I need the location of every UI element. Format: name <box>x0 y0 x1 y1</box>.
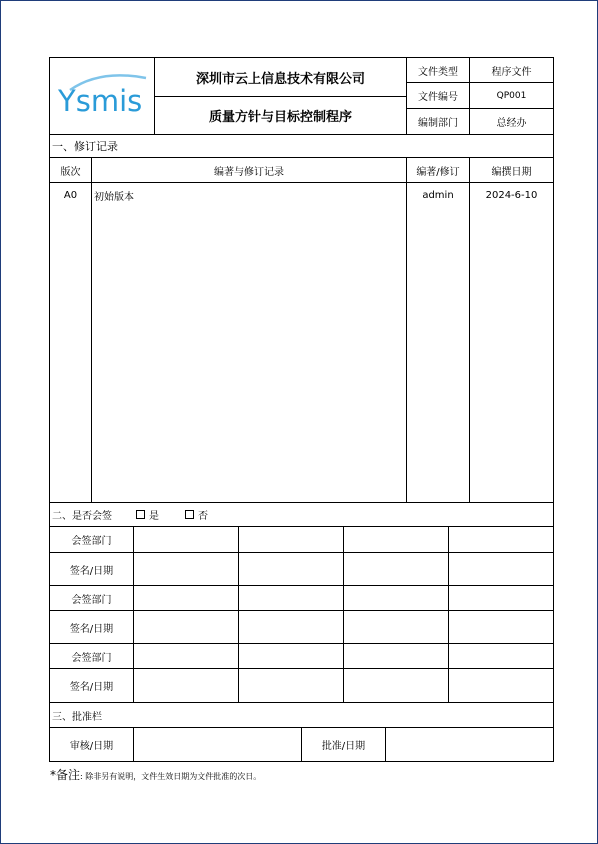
meta-label-type: 文件类型 <box>418 66 458 78</box>
countersign-header <box>50 503 450 526</box>
cs-dept-label-3: 会签部门 <box>71 652 112 664</box>
review-date-label: 审核/日期 <box>69 741 114 752</box>
meta-value-dept: 总经办 <box>496 118 527 129</box>
footer-note-text: : 除非另有说明，文件生效日期为文件批准的次日。 <box>80 772 262 781</box>
section-revision-title: 一、修订记录 <box>52 140 118 153</box>
approve-date-label: 批准/日期 <box>321 741 366 752</box>
frame-bottom <box>49 761 554 762</box>
section-countersign-title: 二、是否会签 <box>52 511 112 522</box>
document-title: 质量方针与目标控制程序 <box>208 110 352 125</box>
footer-note-prefix: *备注 <box>50 768 81 782</box>
rev-col-record: 编著与修订记录 <box>214 166 284 178</box>
ap-col-3 <box>385 727 386 761</box>
yes-label: 是 <box>149 511 159 522</box>
rev-row-version: A0 <box>63 189 78 201</box>
cs-dept-label-2: 会签部门 <box>71 594 112 606</box>
rev-header-line <box>49 182 554 183</box>
rev-col-editor: 编著/修订 <box>416 166 460 178</box>
cs-sign-label-1: 签名/日期 <box>69 565 114 577</box>
company-logo: Ysmis <box>58 84 143 118</box>
section-approval-title: 三、批准栏 <box>52 711 102 723</box>
cs-sign-label-3: 签名/日期 <box>69 682 114 693</box>
rev-row-record: 初始版本 <box>94 191 134 203</box>
rev-col-line-1 <box>91 157 92 502</box>
meta-label-number: 文件编号 <box>418 92 458 103</box>
cs-sign-label-2: 签名/日期 <box>69 623 114 635</box>
footer-note <box>50 764 550 780</box>
yes-checkbox[interactable] <box>136 510 145 519</box>
meta-value-type: 程序文件 <box>491 66 532 78</box>
no-label: 否 <box>198 511 208 522</box>
meta-label-dept: 编制部门 <box>418 118 458 129</box>
cs-dept-label-1: 会签部门 <box>71 536 112 547</box>
company-name: 深圳市云上信息技术有限公司 <box>195 71 365 87</box>
rev-col-version: 版次 <box>60 166 81 178</box>
frame-right <box>553 57 554 762</box>
no-checkbox[interactable] <box>185 510 194 519</box>
rev-row-date: 2024-6-10 <box>485 189 538 201</box>
meta-value-number: QP001 <box>496 90 527 101</box>
rev-row-editor: admin <box>422 189 454 201</box>
rev-col-date: 编撰日期 <box>491 166 532 178</box>
rev-col-line-2 <box>406 157 407 502</box>
ap-col-1 <box>133 727 134 761</box>
rev-col-line-3 <box>469 157 470 502</box>
